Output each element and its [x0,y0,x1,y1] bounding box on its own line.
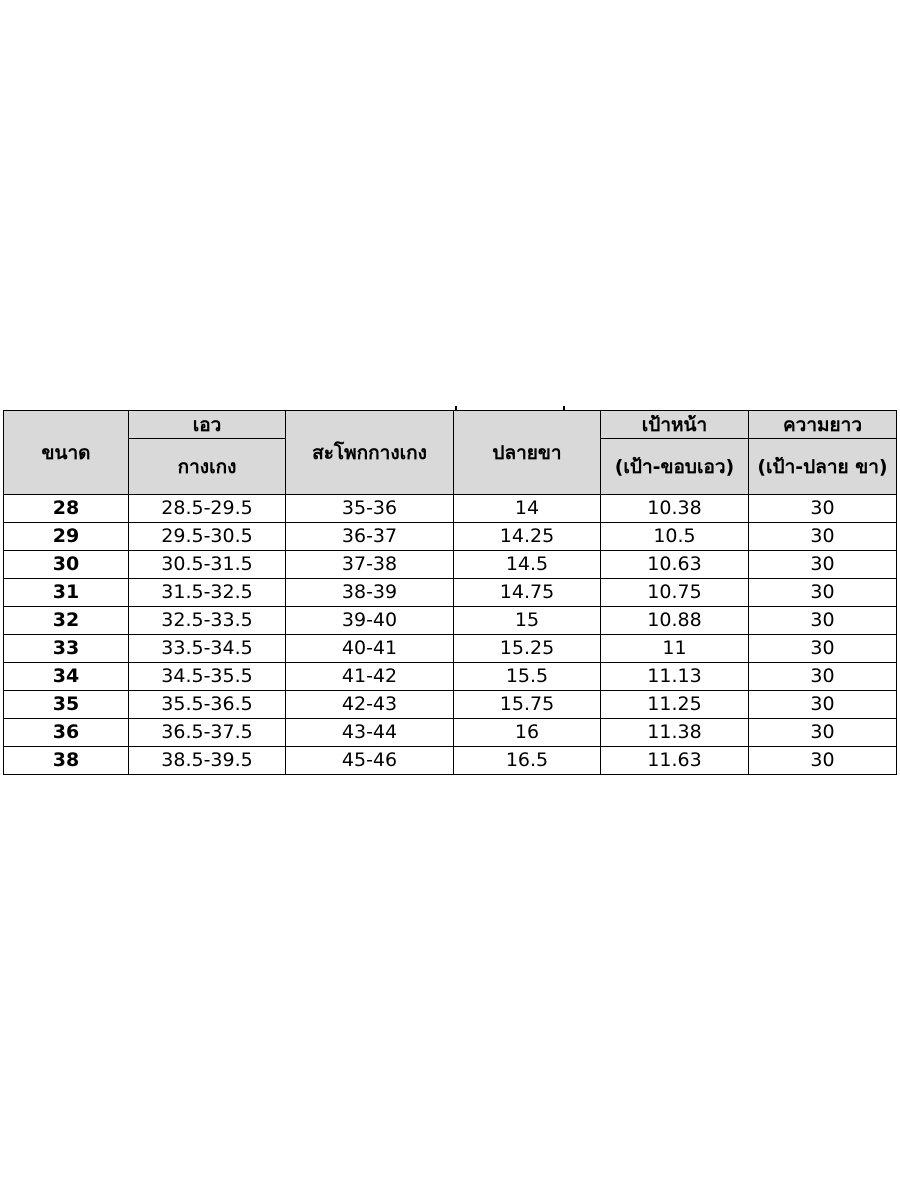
leg-opening-cell: 14 [454,495,601,523]
front-rise-cell: 11.63 [601,747,749,775]
header-front-rise: เป้าหน้า [601,411,749,439]
waist-cell: 32.5-33.5 [129,607,286,635]
table-row [4,663,897,691]
waist-cell: 33.5-34.5 [129,635,286,663]
table-header [4,411,897,495]
waist-cell: 38.5-39.5 [129,747,286,775]
length-cell: 30 [749,551,897,579]
hip-cell: 42-43 [286,691,454,719]
front-rise-cell: 10.63 [601,551,749,579]
size-cell: 33 [4,635,129,663]
length-cell: 30 [749,719,897,747]
leg-opening-cell: 14.75 [454,579,601,607]
size-cell: 32 [4,607,129,635]
header-row-top [4,411,897,439]
length-cell: 30 [749,607,897,635]
size-cell: 35 [4,691,129,719]
header-hip: สะโพกกางเกง [286,411,454,495]
cropped-top-edge-marks [3,406,896,412]
header-length-sub: (เป้า-ปลาย ขา) [749,439,897,495]
table-row [4,691,897,719]
waist-cell: 31.5-32.5 [129,579,286,607]
length-cell: 30 [749,691,897,719]
length-cell: 30 [749,495,897,523]
waist-cell: 29.5-30.5 [129,523,286,551]
hip-cell: 45-46 [286,747,454,775]
leg-opening-cell: 14.5 [454,551,601,579]
leg-opening-cell: 15.5 [454,663,601,691]
waist-cell: 35.5-36.5 [129,691,286,719]
crop-mark [455,406,457,411]
header-size: ขนาด [4,411,129,495]
leg-opening-cell: 15.25 [454,635,601,663]
hip-cell: 41-42 [286,663,454,691]
crop-mark [563,406,565,411]
length-cell: 30 [749,663,897,691]
waist-cell: 34.5-35.5 [129,663,286,691]
front-rise-cell: 11 [601,635,749,663]
length-cell: 30 [749,747,897,775]
leg-opening-cell: 14.25 [454,523,601,551]
size-cell: 38 [4,747,129,775]
header-waist-group: เอว [129,411,286,439]
table-body [4,495,897,775]
hip-cell: 37-38 [286,551,454,579]
header-waist-pants: กางเกง [129,439,286,495]
size-cell: 30 [4,551,129,579]
size-cell: 36 [4,719,129,747]
length-cell: 30 [749,523,897,551]
length-cell: 30 [749,635,897,663]
front-rise-cell: 10.5 [601,523,749,551]
header-front-rise-sub: (เป้า-ขอบเอว) [601,439,749,495]
size-cell: 31 [4,579,129,607]
front-rise-cell: 10.38 [601,495,749,523]
hip-cell: 36-37 [286,523,454,551]
table-row [4,635,897,663]
hip-cell: 35-36 [286,495,454,523]
table-row [4,607,897,635]
size-cell: 34 [4,663,129,691]
hip-cell: 40-41 [286,635,454,663]
waist-cell: 30.5-31.5 [129,551,286,579]
waist-cell: 28.5-29.5 [129,495,286,523]
front-rise-cell: 11.25 [601,691,749,719]
hip-cell: 38-39 [286,579,454,607]
table-row [4,579,897,607]
table-row [4,747,897,775]
front-rise-cell: 11.13 [601,663,749,691]
table-row [4,523,897,551]
table-row [4,551,897,579]
table-row [4,719,897,747]
length-cell: 30 [749,579,897,607]
size-table [3,410,897,775]
front-rise-cell: 10.75 [601,579,749,607]
leg-opening-cell: 15 [454,607,601,635]
front-rise-cell: 10.88 [601,607,749,635]
hip-cell: 43-44 [286,719,454,747]
front-rise-cell: 11.38 [601,719,749,747]
leg-opening-cell: 15.75 [454,691,601,719]
leg-opening-cell: 16.5 [454,747,601,775]
leg-opening-cell: 16 [454,719,601,747]
size-cell: 28 [4,495,129,523]
hip-cell: 39-40 [286,607,454,635]
size-cell: 29 [4,523,129,551]
header-leg-opening: ปลายขา [454,411,601,495]
size-chart [3,410,896,775]
waist-cell: 36.5-37.5 [129,719,286,747]
table-row [4,495,897,523]
header-length: ความยาว [749,411,897,439]
